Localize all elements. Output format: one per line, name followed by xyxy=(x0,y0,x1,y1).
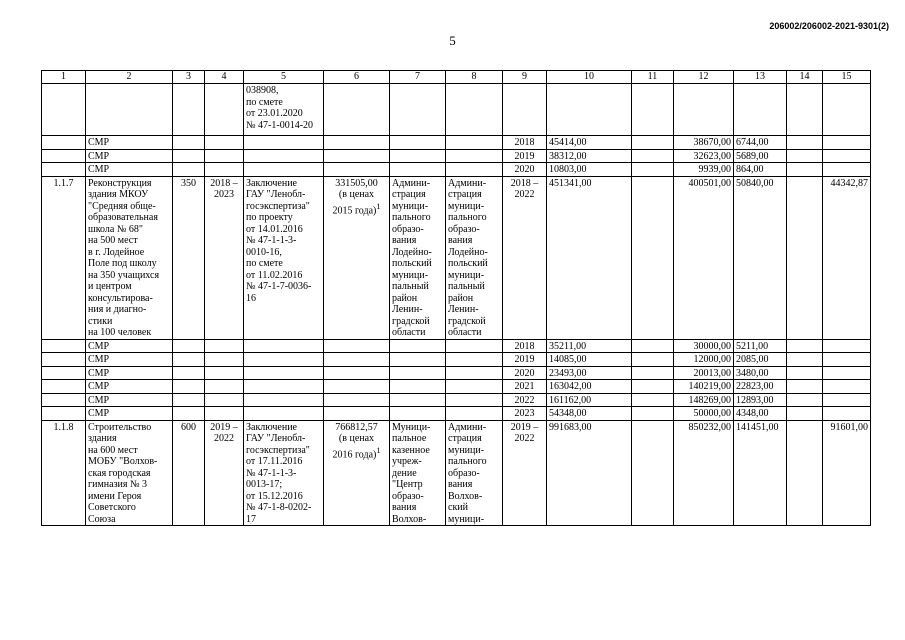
smr-label: СМР xyxy=(86,366,173,380)
developer-cell: Админи- страция муници- пального образо- вания Лодейно- польский муници- пальный район Ленин- градской области xyxy=(446,176,503,339)
smr-label: СМР xyxy=(86,380,173,394)
smr-label: СМР xyxy=(86,136,173,150)
amount-cell: 22823,00 xyxy=(734,380,787,394)
period-cell: 2019 – 2022 xyxy=(503,420,547,526)
amount-cell: 12000,00 xyxy=(674,353,734,367)
amount-cell: 50000,00 xyxy=(674,407,734,421)
customer-cell: Муници- пальное казенное учреж- дение "Центр образо- вания Волхов- xyxy=(390,420,446,526)
conclusion-cell: Заключение ГАУ "Ленобл- госэкспертиза" по проекту от 14.01.2016 № 47-1-1-3- 0010-16, по смете от 11.02.2016 № 47-1-7-0036- 16 xyxy=(244,176,324,339)
table-row xyxy=(42,176,871,339)
total-cell: 35211,00 xyxy=(547,339,632,353)
table-row xyxy=(42,353,871,367)
table-row xyxy=(42,393,871,407)
total-cell: 163042,00 xyxy=(547,380,632,394)
capacity-cell: 600 xyxy=(173,420,205,526)
year-cell: 2023 xyxy=(503,407,547,421)
total-cell: 10803,00 xyxy=(547,163,632,177)
amount-cell: 6744,00 xyxy=(734,136,787,150)
amount-cell: 400501,00 xyxy=(674,176,734,339)
amount-cell: 3480,00 xyxy=(734,366,787,380)
customer-cell: Админи- страция муници- пального образо- вания Лодейно- польский муници- пальный район Ленин- градской области xyxy=(390,176,446,339)
amount-cell: 4348,00 xyxy=(734,407,787,421)
estimated-cost xyxy=(324,176,390,339)
table-row xyxy=(42,339,871,353)
cost-value: 766812,57 xyxy=(335,421,378,433)
col-header: 15 xyxy=(823,71,871,84)
year-cell: 2018 xyxy=(503,339,547,353)
amount-cell: 38670,00 xyxy=(674,136,734,150)
total-cell: 161162,00 xyxy=(547,393,632,407)
amount-cell: 850232,00 xyxy=(674,420,734,526)
col-header: 11 xyxy=(632,71,674,84)
object-name: Реконструкция здания МКОУ "Средняя обще- образовательная школа № 68" на 500 мест в г. Лодейное Поле под школу на 350 учащихся и центром консультирова- ния и диагно- стики на 100 человек xyxy=(86,176,173,339)
col-header: 4 xyxy=(205,71,244,84)
total-cell: 45414,00 xyxy=(547,136,632,150)
table-row xyxy=(42,407,871,421)
item-number: 1.1.8 xyxy=(42,420,86,526)
amount-cell: 141451,00 xyxy=(734,420,787,526)
year-cell: 2019 xyxy=(503,353,547,367)
capacity-cell: 350 xyxy=(173,176,205,339)
amount-cell: 20013,00 xyxy=(674,366,734,380)
total-cell: 991683,00 xyxy=(547,420,632,526)
table-row xyxy=(42,420,871,526)
table-row xyxy=(42,149,871,163)
smr-label: СМР xyxy=(86,393,173,407)
column-number-row xyxy=(42,71,871,84)
amount-cell: 2085,00 xyxy=(734,353,787,367)
amount-cell: 44342,87 xyxy=(823,176,871,339)
cost-value: 331505,00 xyxy=(335,177,378,189)
year-cell: 2020 xyxy=(503,163,547,177)
period-cell: 2018 – 2022 xyxy=(503,176,547,339)
year-cell: 2020 xyxy=(503,366,547,380)
col-header: 12 xyxy=(674,71,734,84)
amount-cell: 9939,00 xyxy=(674,163,734,177)
table-row xyxy=(42,366,871,380)
col-header: 14 xyxy=(787,71,823,84)
amount-cell: 864,00 xyxy=(734,163,787,177)
col-header: 2 xyxy=(86,71,173,84)
document-id: 206002/206002-2021-9301(2) xyxy=(769,21,889,31)
smr-label: СМР xyxy=(86,407,173,421)
amount-cell: 148269,00 xyxy=(674,393,734,407)
year-cell: 2018 xyxy=(503,136,547,150)
amount-cell: 5211,00 xyxy=(734,339,787,353)
conclusion-cell: 038908, по смете от 23.01.2020 № 47-1-0014-20 xyxy=(244,84,324,136)
footnote-mark: 1 xyxy=(376,445,381,455)
item-number: 1.1.7 xyxy=(42,176,86,339)
estimated-cost xyxy=(324,420,390,526)
cost-note: (в ценах 2015 года) xyxy=(332,189,377,216)
col-header: 13 xyxy=(734,71,787,84)
amount-cell: 5689,00 xyxy=(734,149,787,163)
total-cell: 23493,00 xyxy=(547,366,632,380)
amount-cell: 32623,00 xyxy=(674,149,734,163)
amount-cell: 30000,00 xyxy=(674,339,734,353)
col-header: 10 xyxy=(547,71,632,84)
col-header: 3 xyxy=(173,71,205,84)
program-table xyxy=(41,70,871,526)
col-header: 8 xyxy=(446,71,503,84)
table-row xyxy=(42,84,871,136)
page-number: 5 xyxy=(449,33,456,48)
col-header: 1 xyxy=(42,71,86,84)
cost-note: (в ценах 2016 года) xyxy=(332,433,377,460)
smr-label: СМР xyxy=(86,163,173,177)
col-header: 5 xyxy=(244,71,324,84)
year-cell: 2019 xyxy=(503,149,547,163)
smr-label: СМР xyxy=(86,339,173,353)
amount-cell: 91601,00 xyxy=(823,420,871,526)
col-header: 6 xyxy=(324,71,390,84)
construction-years: 2018 – 2023 xyxy=(205,176,244,339)
year-cell: 2021 xyxy=(503,380,547,394)
col-header: 9 xyxy=(503,71,547,84)
total-cell: 38312,00 xyxy=(547,149,632,163)
year-cell: 2022 xyxy=(503,393,547,407)
table-row xyxy=(42,163,871,177)
table-row xyxy=(42,136,871,150)
smr-label: СМР xyxy=(86,353,173,367)
developer-cell: Админи- страция муници- пального образо- вания Волхов- ский муници- xyxy=(446,420,503,526)
construction-years: 2019 – 2022 xyxy=(205,420,244,526)
total-cell: 451341,00 xyxy=(547,176,632,339)
col-header: 7 xyxy=(390,71,446,84)
total-cell: 14085,00 xyxy=(547,353,632,367)
object-name: Строительство здания на 600 мест МОБУ "Волхов- ская городская гимназия № 3 имени Героя Советского Союза xyxy=(86,420,173,526)
total-cell: 54348,00 xyxy=(547,407,632,421)
table-row xyxy=(42,380,871,394)
footnote-mark: 1 xyxy=(376,201,381,211)
amount-cell: 50840,00 xyxy=(734,176,787,339)
smr-label: СМР xyxy=(86,149,173,163)
amount-cell: 140219,00 xyxy=(674,380,734,394)
conclusion-cell: Заключение ГАУ "Ленобл- госэкспертиза" от 17.11.2016 № 47-1-1-3- 0013-17; от 15.12.2016 № 47-1-8-0202- 17 xyxy=(244,420,324,526)
amount-cell: 12893,00 xyxy=(734,393,787,407)
